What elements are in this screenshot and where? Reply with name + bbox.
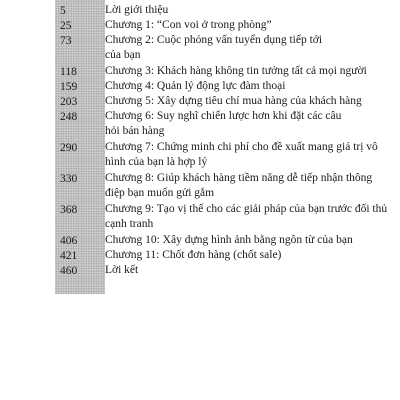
toc-entry-title: Chương 2: Cuộc phỏng vấn tuyển dụng tiếp tới của bạn <box>105 34 323 61</box>
toc-page-number: 73 <box>60 35 72 47</box>
toc-entry-chapter-3 <box>0 66 400 78</box>
toc-page-number: 421 <box>60 250 78 262</box>
toc-page-number: 368 <box>60 204 78 216</box>
toc-entry-title: Lời giới thiệu <box>105 4 169 16</box>
toc-page-number: 290 <box>60 142 78 154</box>
toc-page-number: 248 <box>60 111 78 123</box>
toc-entry-chapter-1 <box>0 20 400 32</box>
toc-entry-intro <box>0 5 400 17</box>
toc-entry-title: Chương 5: Xây dựng tiêu chí mua hàng của khách hàng <box>105 95 362 107</box>
toc-page-number: 5 <box>60 5 66 17</box>
toc-entry-title: Chương 10: Xây dựng hình ảnh bằng ngôn từ của bạn <box>105 234 353 246</box>
toc-entry-title: Chương 8: Giúp khách hàng tiềm năng dễ tiếp nhận thông điệp bạn muốn gửi gắm <box>105 172 373 199</box>
toc-entry-title: Chương 1: “Con voi ở trong phòng” <box>105 19 272 31</box>
toc-entry-title: Chương 7: Chứng minh chi phí cho đề xuất mang giá trị vô hình của bạn là hợp lý <box>105 141 378 168</box>
toc-page-number: 460 <box>60 265 78 277</box>
toc-entry-title: Lời kết <box>105 264 139 276</box>
toc-entry-title: Chương 11: Chốt đơn hàng (chốt sale) <box>105 249 282 261</box>
toc-page-number: 159 <box>60 81 78 93</box>
toc-page-number: 406 <box>60 235 78 247</box>
toc-page-number: 203 <box>60 96 78 108</box>
toc-entry-title: Chương 3: Khách hàng không tin tưởng tất cả mọi người <box>105 65 367 77</box>
toc-entry-chapter-9 <box>0 203 400 230</box>
toc-entry-title: Chương 9: Tạo vị thế cho các giải pháp của bạn trước đối thủ cạnh tranh <box>105 203 388 230</box>
toc-entry-title: Chương 6: Suy nghĩ chiến lược hơn khi đặt các câu hỏi bán hàng <box>105 110 342 137</box>
toc-page-number: 118 <box>60 66 77 78</box>
toc-entry-chapter-4 <box>0 81 400 93</box>
toc-entry-chapter-11 <box>0 250 400 262</box>
toc-entry-chapter-7 <box>0 141 400 168</box>
toc-entry-conclusion <box>0 265 400 277</box>
toc-entry-chapter-5 <box>0 96 400 108</box>
toc-entry-chapter-8 <box>0 172 400 199</box>
toc-page-number: 25 <box>60 20 72 32</box>
toc-entry-chapter-10 <box>0 235 400 247</box>
toc-page-number: 330 <box>60 173 78 185</box>
toc-entry-title: Chương 4: Quản lý động lực đàm thoại <box>105 80 286 92</box>
toc-entry-chapter-6 <box>0 110 400 137</box>
toc-entry-chapter-2 <box>0 34 400 61</box>
